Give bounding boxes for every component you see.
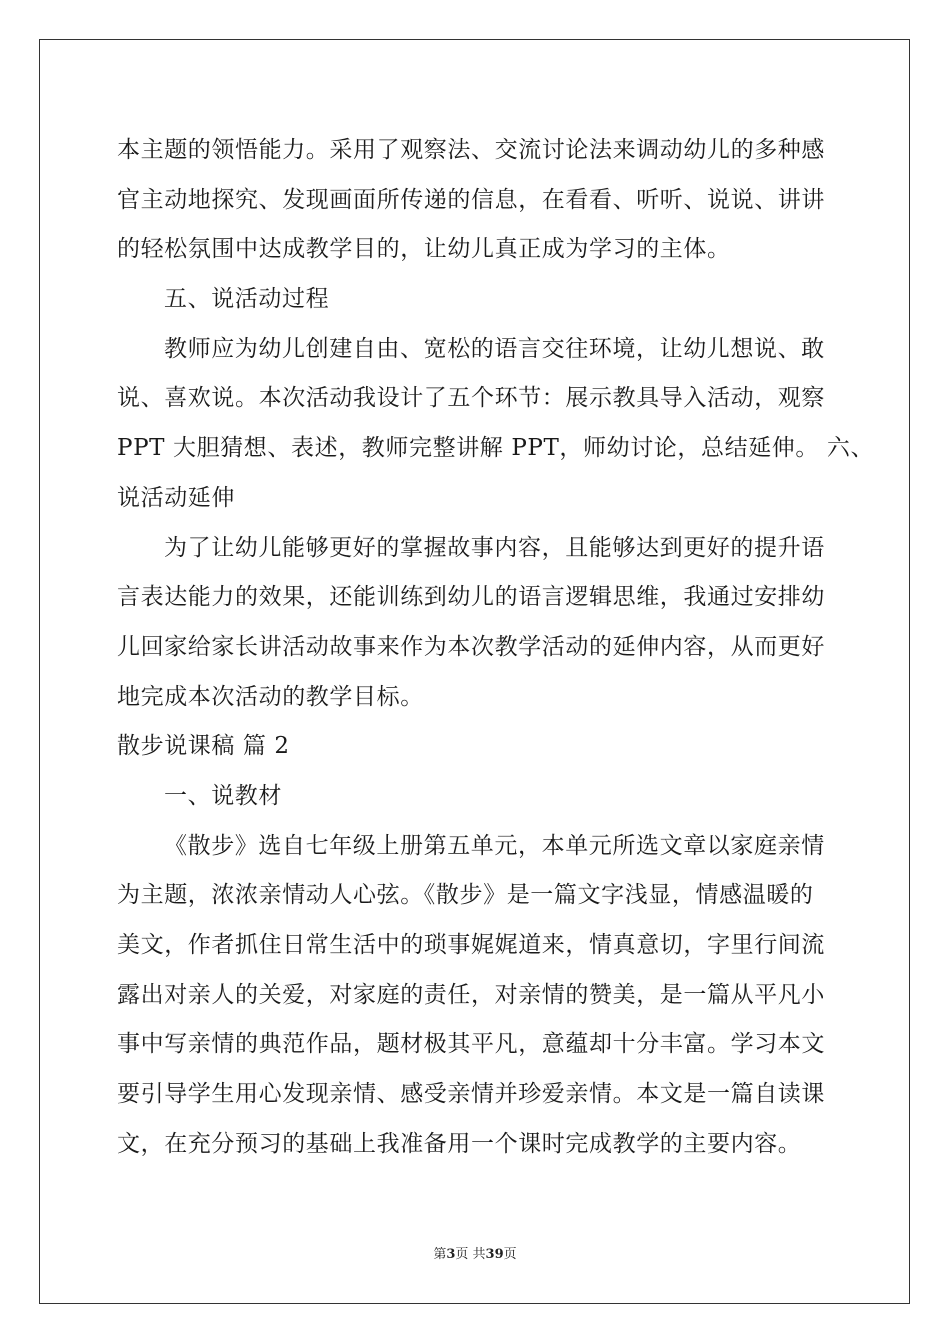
text-line: 的轻松氛围中达成教学目的，让幼儿真正成为学习的主体。 [117, 236, 731, 263]
footer-suffix: 页 [503, 1247, 517, 1262]
footer-middle: 页 共 [455, 1247, 486, 1262]
text-line: 官主动地探究、发现画面所传递的信息，在看看、听听、说说、讲讲 [117, 186, 825, 213]
text-line: 地完成本次活动的教学目标。 [117, 683, 424, 710]
text-line: PPT 大胆猜想、表述，教师完整讲解 PPT，师幼讨论，总结延伸。 六、 [117, 435, 875, 462]
text-line: 露出对亲人的关爱，对家庭的责任，对亲情的赞美，是一篇从平凡小 [117, 981, 825, 1008]
document-body [117, 126, 875, 1169]
text-line: 美文，作者抓住日常生活中的琐事娓娓道来，情真意切，字里行间流 [117, 932, 825, 958]
text-line: 言表达能力的效果，还能训练到幼儿的语言逻辑思维，我通过安排幼 [117, 584, 825, 611]
text-line: 要引导学生用心发现亲情、感受亲情并珍爱亲情。本文是一篇自读课 [117, 1081, 825, 1108]
text-line: 《散步》选自七年级上册第五单元，本单元所选文章以家庭亲情 [164, 832, 825, 859]
text-line: 五、说活动过程 [164, 286, 330, 313]
text-line: 教师应为幼儿创建自由、宽松的语言交往环境，让幼儿想说、敢 [164, 335, 825, 362]
text-line: 文，在充分预习的基础上我准备用一个课时完成教学的主要内容。 [117, 1130, 802, 1157]
text-line: 为主题，浓浓亲情动人心弦。《散步》是一篇文字浅显，情感温暖的 [117, 882, 814, 909]
text-line: 散步说课稿 篇 2 [117, 733, 290, 760]
text-line: 说活动延伸 [117, 484, 235, 511]
text-line: 儿回家给家长讲活动故事来作为本次教学活动的延伸内容，从而更好 [117, 633, 825, 660]
text-line: 事中写亲情的典范作品，题材极其平凡，意蕴却十分丰富。学习本文 [117, 1031, 825, 1058]
footer-page-number: 3 [446, 1247, 456, 1262]
text-line: 说、喜欢说。本次活动我设计了五个环节：展示教具导入活动，观察 [117, 385, 825, 412]
text-line: 本主题的领悟能力。采用了观察法、交流讨论法来调动幼儿的多种感 [117, 137, 825, 163]
page-footer [0, 1245, 950, 1265]
text-line: 一、说教材 [164, 782, 282, 809]
text-line: 为了让幼儿能够更好的掌握故事内容，且能够达到更好的提升语 [164, 534, 825, 561]
footer-total-pages: 39 [485, 1247, 504, 1262]
footer-prefix: 第 [433, 1247, 447, 1262]
